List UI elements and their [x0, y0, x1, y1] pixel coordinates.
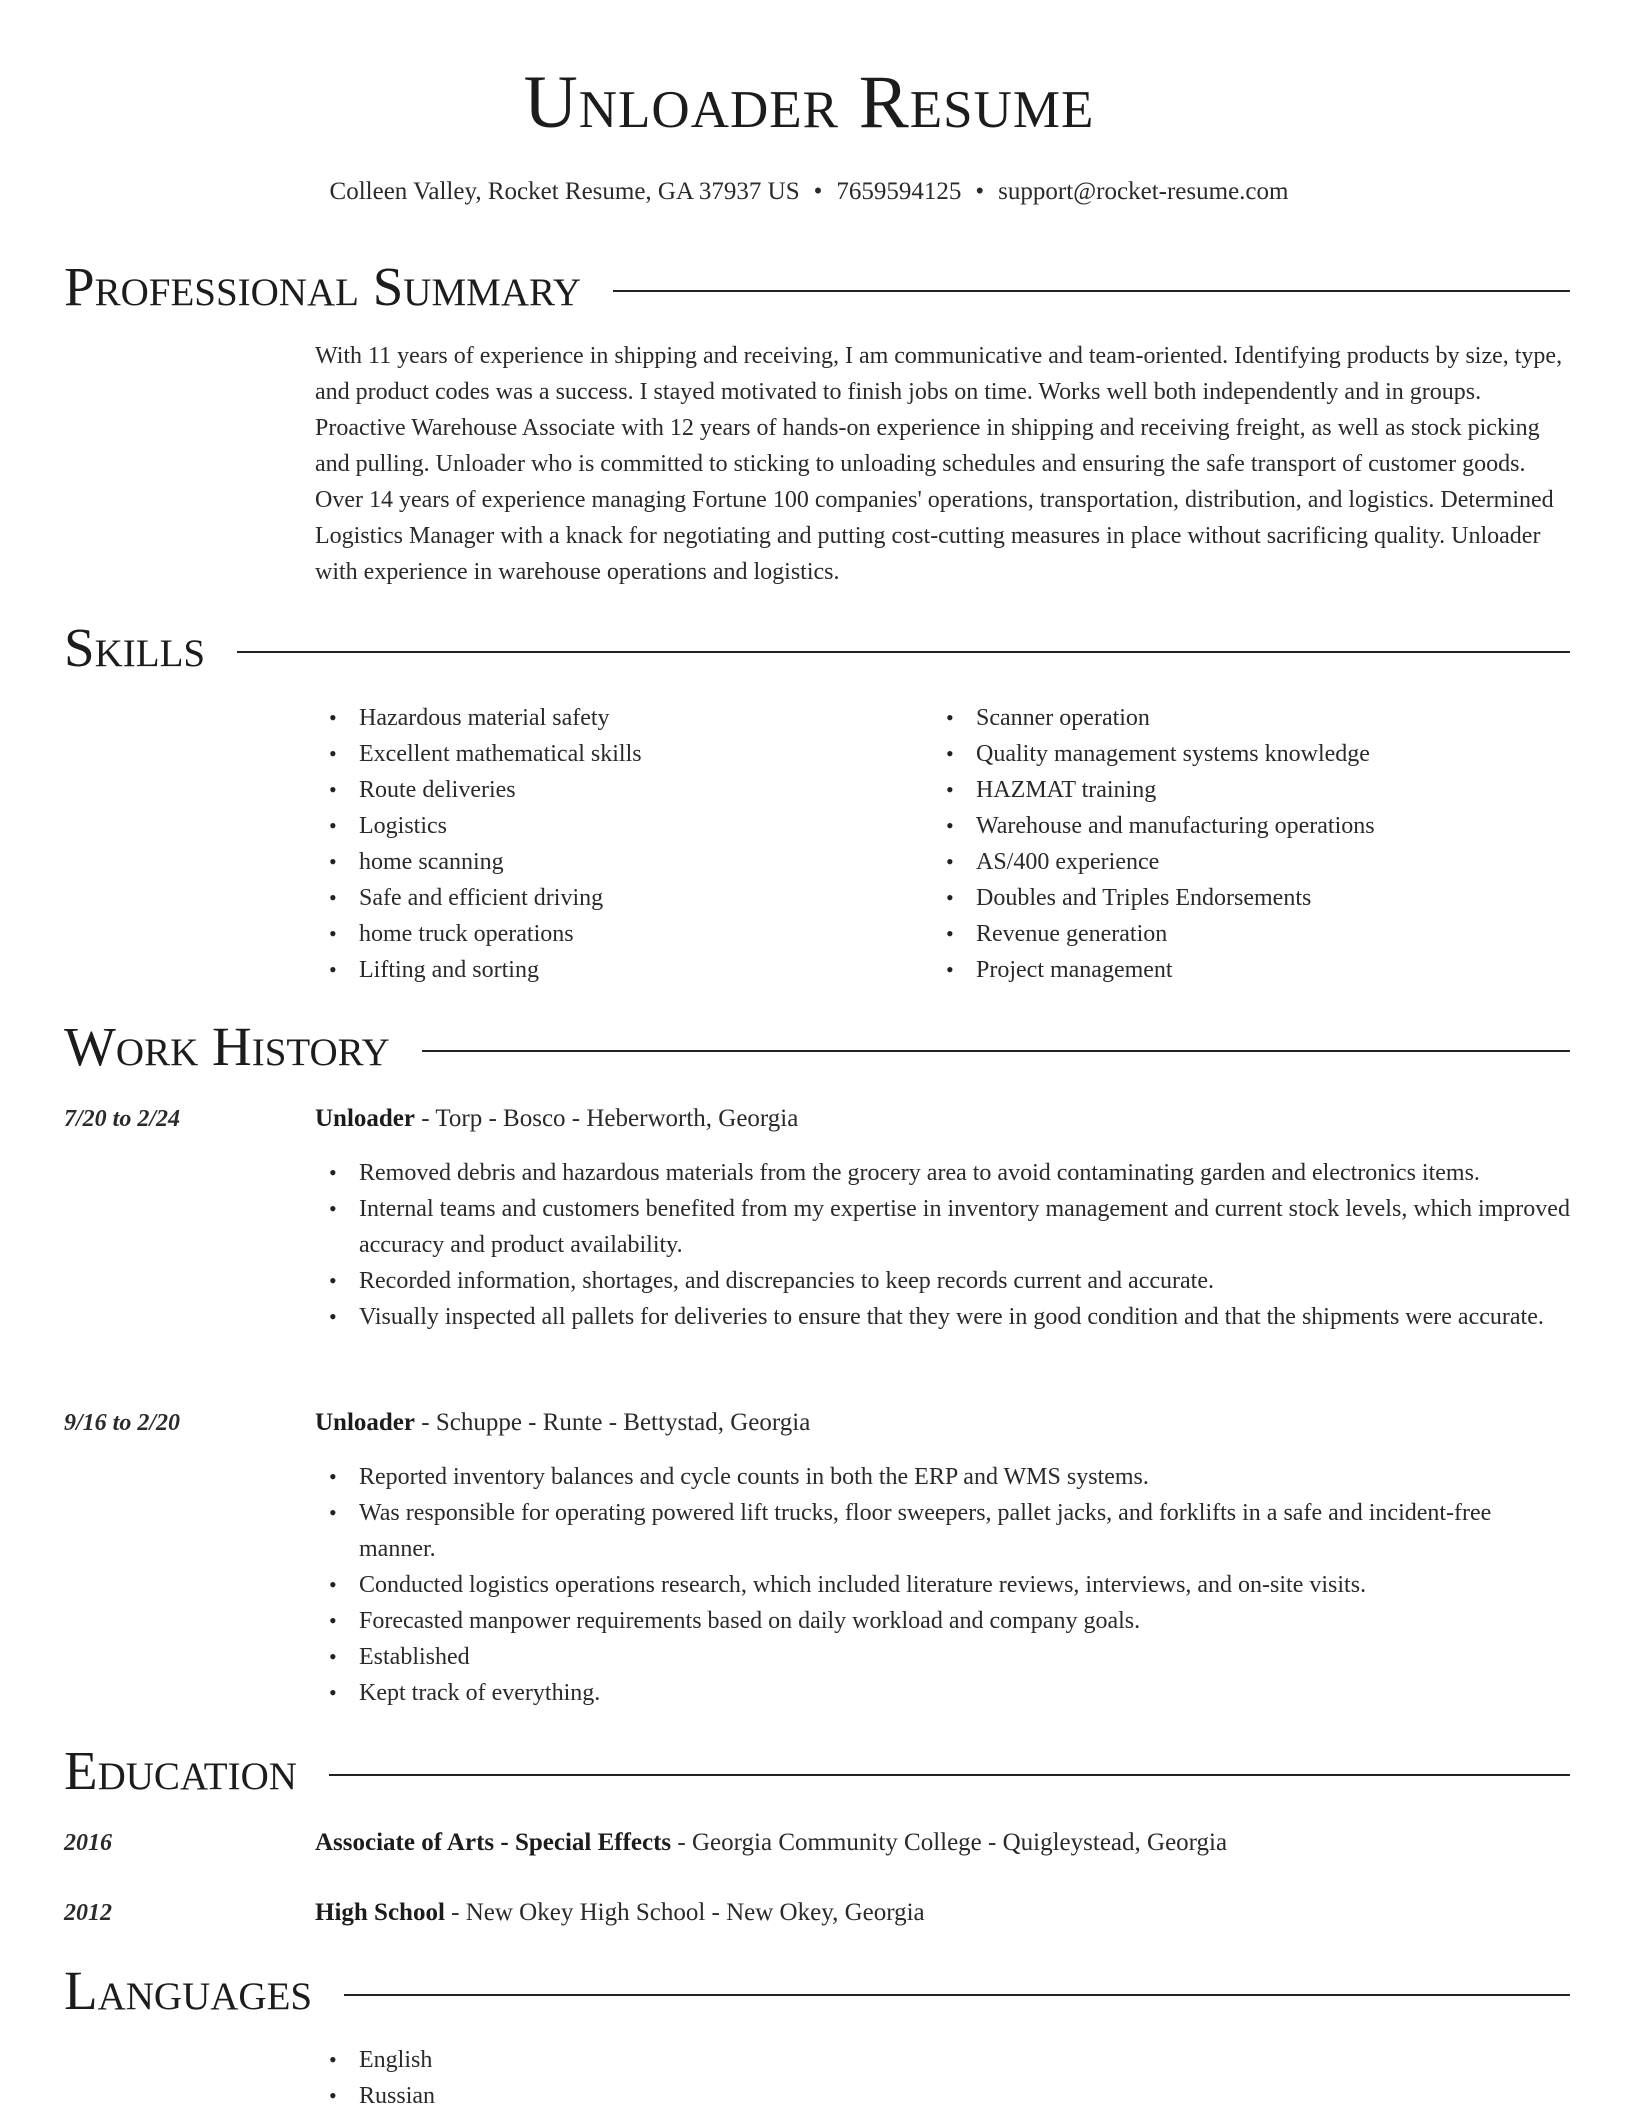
resume-title: Unloader Resume — [523, 61, 1095, 144]
languages-list — [315, 2042, 915, 2114]
language-item: • English — [315, 2042, 915, 2078]
skill-item: • home truck operations — [315, 916, 915, 952]
job-bullet: • Forecasted manpower requirements based on daily workload and company goals. — [315, 1603, 1570, 1639]
education-entry — [315, 1825, 1570, 1861]
skill-item: • AS/400 experience — [932, 844, 1532, 880]
work-heading: Work History — [64, 1016, 390, 1077]
job-bullet: • Reported inventory balances and cycle counts in both the ERP and WMS systems. — [315, 1459, 1570, 1495]
skill-item: • Safe and efficient driving — [315, 880, 915, 916]
education-details: - New Okey High School - New Okey, Georgia — [444, 1899, 925, 1926]
job-title: Unloader — [315, 1409, 415, 1436]
education-details: - Georgia Community College - Quigleystead, Georgia — [671, 1829, 1228, 1856]
skill-item: • Revenue generation — [932, 916, 1532, 952]
skill-item: • home scanning — [315, 844, 915, 880]
job-bullets — [315, 1155, 1570, 1335]
job-details: - Torp - Bosco - Heberworth, Georgia — [415, 1105, 799, 1132]
skill-item: • Doubles and Triples Endorsements — [932, 880, 1532, 916]
job-bullet: • Internal teams and customers benefited from my expertise in inventory management and current stock levels, which improved accuracy and product availability. — [315, 1191, 1570, 1263]
contact-separator: • — [813, 178, 823, 205]
languages-section-header — [64, 1958, 1570, 2024]
skill-item: • Excellent mathematical skills — [315, 736, 915, 772]
education-heading: Education — [64, 1740, 297, 1801]
education-year: 2016 — [64, 1830, 112, 1856]
skill-item: • Scanner operation — [932, 700, 1532, 736]
job-date: 9/16 to 2/20 — [64, 1410, 181, 1436]
job-bullets — [315, 1459, 1570, 1711]
job-date: 7/20 to 2/24 — [64, 1106, 181, 1132]
contact-separator: • — [975, 178, 985, 205]
summary-text: With 11 years of experience in shipping and receiving, I am communicative and team-oriented. Identifying products by size, type, and product codes was a success. I stayed motivated to finish jobs on time. Works well both independently and in groups. Proactive Warehouse Associate with 12 years of hands-on experience in shipping and receiving freight, as well as stock picking and pulling. Unloader who is committed to sticking to unloading schedules and ensuring the safe transport of customer goods. Over 14 years of experience managing Fortune 100 companies' operations, transportation, distribution, and logistics. Determined Logistics Manager with a knack for negotiating and putting cost-cutting measures in place without sacrificing quality. Unloader with experience in warehouse operations and logistics. — [315, 343, 1563, 585]
contact-line — [0, 174, 1618, 210]
contact-phone: 7659594125 — [836, 178, 962, 205]
job-bullet: • Established — [315, 1639, 1570, 1675]
skill-item: • Route deliveries — [315, 772, 915, 808]
job-bullet: • Kept track of everything. — [315, 1675, 1570, 1711]
education-section-header — [64, 1738, 1570, 1804]
section-divider — [422, 1050, 1570, 1052]
summary-section-header — [64, 254, 1570, 320]
skills-heading: Skills — [64, 617, 206, 678]
skill-item: • Logistics — [315, 808, 915, 844]
skills-section-header — [64, 615, 1570, 681]
job-header — [315, 1101, 1570, 1137]
contact-email: support@rocket-resume.com — [998, 178, 1289, 205]
section-divider — [237, 651, 1570, 653]
language-item: • Russian — [315, 2078, 915, 2114]
education-degree: Associate of Arts - Special Effects — [315, 1829, 672, 1856]
skill-item: • HAZMAT training — [932, 772, 1532, 808]
work-section-header — [64, 1014, 1570, 1080]
skill-item: • Lifting and sorting — [315, 952, 915, 988]
job-bullet: • Was responsible for operating powered lift trucks, floor sweepers, pallet jacks, and forklifts in a safe and incident-free manner. — [315, 1495, 1570, 1567]
section-divider — [329, 1774, 1570, 1776]
skill-item: • Quality management systems knowledge — [932, 736, 1532, 772]
education-entry — [315, 1895, 1570, 1931]
skill-item: • Warehouse and manufacturing operations — [932, 808, 1532, 844]
skills-list-right — [932, 700, 1532, 988]
job-details: - Schuppe - Runte - Bettystad, Georgia — [415, 1409, 811, 1436]
skill-item: • Hazardous material safety — [315, 700, 915, 736]
skills-list-left — [315, 700, 915, 988]
section-divider — [344, 1994, 1570, 1996]
skill-item: • Project management — [932, 952, 1532, 988]
contact-address: Colleen Valley, Rocket Resume, GA 37937 US — [329, 178, 800, 205]
education-degree: High School — [315, 1899, 445, 1926]
education-year: 2012 — [64, 1900, 112, 1926]
job-bullet: • Recorded information, shortages, and discrepancies to keep records current and accurate. — [315, 1263, 1570, 1299]
job-title: Unloader — [315, 1105, 415, 1132]
section-divider — [613, 290, 1570, 292]
job-bullet: • Removed debris and hazardous materials from the grocery area to avoid contaminating garden and electronics items. — [315, 1155, 1570, 1191]
summary-heading: Professional Summary — [64, 256, 582, 317]
languages-heading: Languages — [64, 1960, 313, 2021]
job-header — [315, 1405, 1570, 1441]
job-bullet: • Visually inspected all pallets for deliveries to ensure that they were in good condition and that the shipments were accurate. — [315, 1299, 1570, 1335]
job-bullet: • Conducted logistics operations research, which included literature reviews, interviews, and on-site visits. — [315, 1567, 1570, 1603]
